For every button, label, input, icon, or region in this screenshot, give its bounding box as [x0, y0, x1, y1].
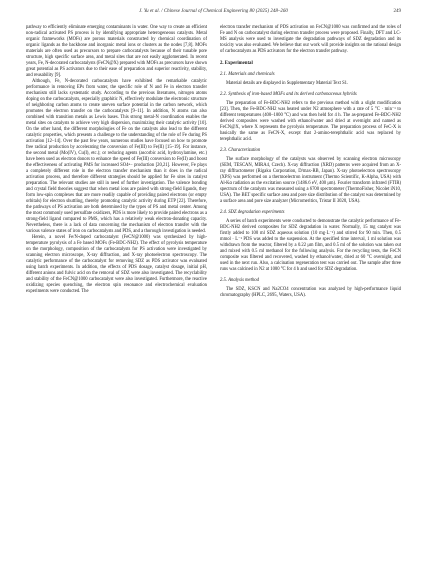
subsection-heading: 2.3. Characterization	[220, 148, 261, 153]
subsection-heading: 2.1. Materials and chemicals	[220, 72, 275, 77]
paragraph: pathway to efficiently eliminate emerging contaminants in water. One way to create an efficient non-radical activated PS process is by identifying appropriate heterogeneous catalysts. Metal organic frameworks (MOFs) are porous materials constructed by chemical coordination of organic ligands as the backbone and inorganic metal ions or clusters as the nodes [7,8]. MOFs materials are often used as precursors to prepare carbocatalysts because of their tunable pore structure, high specific surface area, and metal sites that are not easily agglomerated. In recent years, Fe, N-decorated carbocatalysts (FeCN@X) prepared with MOFs as precursors have shown great potential as PS activators due to their ease of preparation and superior reactivity, stability, and reusability [9].	[26, 25, 207, 78]
page-number: 249	[393, 9, 401, 14]
paragraph: A series of batch experiments were conducted to demonstrate the catalytic performance of Fe-BDC-NH2 derived composites for SDZ degradation in water. Normally, 15 mg catalyst was firstly added to 100 ml SDZ aqueous solution (10 mg·L⁻¹) and stirred for 90 min. Then, 0.5 mmol · L⁻¹ PDS was added to the suspension. At the specified time interval, 1 ml solution was withdrawn from the reactor, filtered by a 0.22 μm film, and 0.5 ml of the solution was taken out and mixed with 0.5 ml methanol for the following analysis. For the recycling tests, the FeCN composite was filtered and recovered, washed by ethanol/water, dried at 60 °C overnight, and used in the next run. Also, a calcination regeneration test was carried out. The sample after three runs was calcined in N2 at 1000 °C for 4 h and used for SDZ degradation.	[220, 219, 401, 272]
left-column	[26, 25, 207, 295]
paragraph: Although, Fe, N-decorated carbocatalysts have exhibited the remarkable catalytic performance in removing EPs from water, the specific role of N and Fe in electron transfer mechanism still lacks systematic study. According to the previous literatures, nitrogen atoms doping on the carbocatalysts, especially graphitic N, effectively modulate the electronic structure of neighboring carbon atoms to create uneven surface potential in the carbon network, which promotes the electron transfer on the carbocatalysts [9–11]. In addition, N atoms can also combined with transition metals as Lewis bases. This strong metal-N coordination enables the metal sites on catalysts to achieve very high dispersion, maximizing their catalytic activity [10]. On the other hand, the different morphologies of Fe on the catalysts also lead to the different catalytic properties, which presents a challenge to the understanding of the role of Fe during PS activation [12–14]. Over the past few years, numerous studies have focused on how to promote free radical production by accelerating the conversion of Fe(III) to Fe(II) [15–19]. For instance, the second metal (Mo(IV), Cu(I), etc.); or reducing agents (ascorbic acid, hydroxylamine, etc.) have been used as electron donors to enhance the speed of Fe(III) conversion to Fe(II) and boost the effectiveness of activating PMS for increased SO4•− production [20,21]. However, Fe plays a completely different role in the electron transfer mechanism than it does in the radical activation process, and therefore different strategies should be applied for Fe sites in catalyst preparation. The relevant studies are still in need of further investigation. The valence bonding and crystal field theories suggest that when metal ions are paired with strong-field ligands, they form low-spin complexes that are more readily capable of providing paired electrons (or empty orbitals) for electron shuttling, thereby promoting catalytic activity during ETP [22]. Therefore, the pathways of PS activation are both determined by the types of PS and metal center. Among the most commonly used persulfate oxidizers, PDS is more likely to provide paired electrons as a strong-field ligand compared to PMS, which has a relatively weak electron-donating capacity. Nevertheless, there is a lack of data concerning the mechanism of electron transfer with the various valence states of iron on carbocatalysts and PDS, and a thorough investigation is needed.	[26, 79, 207, 234]
subsection-heading: 2.4. SDZ degradation experiments	[220, 210, 285, 215]
page-header	[26, 9, 401, 19]
subsection-heading: 2.5. Analysis method	[220, 278, 259, 283]
paragraph: The surface morphology of the catalysts was observed by scanning electron microscopy (SEM, TESCAN, MIRA4, Czech). X-ray diffraction (XRD) patterns were acquired from an X-ray diffractometer (Rigaku Corporation, D/max-RB, Japan). X-ray photoelectron spectroscopy (XPS) was performed on a thermoelectron instrument (Thermo Scientific, K-Alpha, USA) with Al-Kα radiation as the excitation source (1486.6 eV, 400 μm). Fourier transform infrared (FTIR) spectrum of the catalysts was measured using a 6700 spectrometer (ThermoFisher, Nicolet iN10, USA). The BET specific surface area and pore size distribution of the catalyst was determined by a surface area and pore size analyzer (Micromeritics, Tristar II 3020, USA).	[220, 157, 401, 204]
paragraph: Material details are displayed in Supplementary Material Text S1.	[226, 81, 349, 86]
paragraph: The preparation of Fe-BDC-NH2 refers to the previous method with a slight modification [23]. Then, the Fe-BDC-NH2 was heated under N2 atmosphere with a rate of 5 °C · min⁻¹ to different temperatures (400–1000 °C) and was then held for 4 h. The as-prepared Fe-BDC-NH2 derived composites were washed with ethanol/water and dried at overnight and named as FeCN@X, where X represents the pyrolysis temperature. The preparation process of FeC-X is basically the same as FeCN-X, except that 2-amino-terephthalic acid was replaced by terephthalic acid.	[220, 101, 401, 142]
running-title: J. Yu et al. / Chinese Journal of Chemical Engineering 80 (2025) 248–260	[139, 9, 288, 14]
section-heading: 2. Experimental	[220, 61, 253, 66]
paragraph: The SDZ, KSCN and Na2CO4 concentration was analyzed by high-performance liquid chromatography (HPLC, 2695, Waters, USA).	[220, 287, 401, 298]
right-column	[220, 25, 401, 299]
subsection-heading: 2.2. Synthesis of iron-based MOFs and its derived carbonaceous hybrids	[220, 92, 357, 97]
paragraph: electron transfer mechanism of PDS activation on FeCN@1000 was confirmed and the roles of Fe and N on carbocatalyst during electron transfer process were proposed. Finally, DFT and LC-MS analysis were used to investigate the degradation pathways of SDZ degradation and its toxicity was also evaluated. We believe that our work will provide insights on the rational design of carbocatalysts as PDS activators for the electron transfer pathway.	[220, 25, 401, 54]
paragraph: Herein, a novel Fe/N-doped carbocatalyst (FeCN@1000) was synthesized by high-temperature pyrolysis of a Fe based MOFs (Fe-BDC-NH2). The effect of pyrolysis temperature on the morphology, composition of the carbocatalysts for PS activation were investigated by scanning electron microscope, X-ray diffraction, and X-ray photoelectron spectroscopy. The catalytic performance of the carbocatalyst for removing SDZ as PDS activator was evaluated using batch experiments. In addition, the effects of PDS dosage, catalyst dosage, initial pH, different anions and fulvic acid on the removal of SDZ were also investigated. The recyclability and stability of the FeCN@1000 carbocatalyst were also investigated. Furthermore, the reactive oxidizing species quenching, the electron spin resonance and electrochemical evaluation experiments were conducted. The	[26, 235, 207, 294]
